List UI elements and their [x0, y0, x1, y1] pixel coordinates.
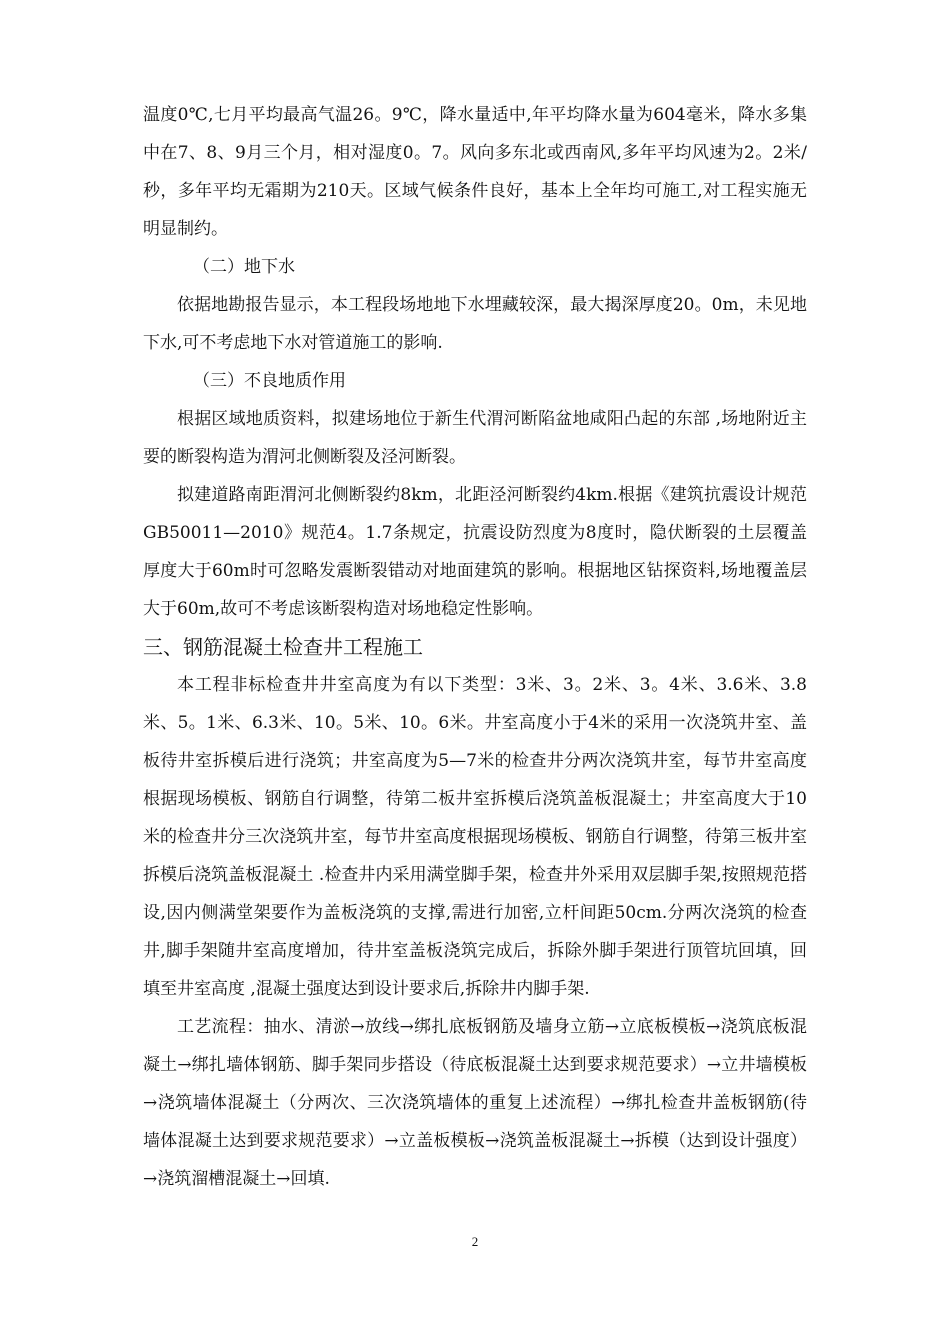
paragraph-fault-analysis: 拟建道路南距渭河北侧断裂约8km，北距泾河断裂约4km.根据《建筑抗震设计规范GB50011—2010》规范4。1.7条规定，抗震设防烈度为8度时，隐伏断裂的土层覆盖厚度大于60m时可忽略发震断裂错动对地面建筑的影响。根据地区钻探资料,场地覆盖层大于60m,故可不考虑该断裂构造对场地稳定性影响。 [143, 485, 807, 619]
section-heading-inspection-well: 三、钢筋混凝土检查井工程施工 [143, 635, 423, 659]
paragraph-groundwater: 依据地勘报告显示，本工程段场地地下水埋藏较深，最大揭深厚度20。0m，未见地下水,可不考虑地下水对管道施工的影响. [143, 295, 807, 353]
page-body [143, 96, 807, 1198]
paragraph-climate: 温度0℃,七月平均最高气温26。9℃，降水量适中,年平均降水量为604毫米，降水多集中在7、8、9月三个月，相对湿度0。7。风向多东北或西南风,多年平均风速为2。2米/秒，多年平均无霜期为210天。区域气候条件良好，基本上全年均可施工,对工程实施无明显制约。 [143, 105, 807, 239]
subheading-adverse-geology: （三）不良地质作用 [193, 371, 346, 391]
paragraph-process-flow: 工艺流程：抽水、清淤→放线→绑扎底板钢筋及墙身立筋→立底板模板→浇筑底板混凝土→绑扎墙体钢筋、脚手架同步搭设（待底板混凝土达到要求规范要求）→立井墙模板→浇筑墙体混凝土（分两次、三次浇筑墙体的重复上述流程）→绑扎检查井盖板钢筋(待墙体混凝土达到要求规范要求）→立盖板模板→浇筑盖板混凝土→拆模（达到设计强度）→浇筑溜槽混凝土→回填. [143, 1017, 807, 1189]
page-number: 2 [471, 1234, 479, 1249]
paragraph-regional-geology: 根据区域地质资料，拟建场地位于新生代渭河断陷盆地咸阳凸起的东部 ,场地附近主要的断裂构造为渭河北侧断裂及泾河断裂。 [143, 409, 807, 467]
paragraph-well-construction: 本工程非标检查井井室高度为有以下类型：3米、3。2米、3。4米、3.6米、3.8米、5。1米、6.3米、10。5米、10。6米。井室高度小于4米的采用一次浇筑井室、盖板待井室拆模后进行浇筑；井室高度为5—7米的检查井分两次浇筑井室，每节井室高度根据现场模板、钢筋自行调整，待第二板井室拆模后浇筑盖板混凝土；井室高度大于10米的检查井分三次浇筑井室，每节井室高度根据现场模板、钢筋自行调整，待第三板井室拆模后浇筑盖板混凝土 .检查井内采用满堂脚手架，检查井外采用双层脚手架,按照规范搭设,因内侧满堂架要作为盖板浇筑的支撑,需进行加密,立杆间距50cm.分两次浇筑的检查井,脚手架随井室高度增加，待井室盖板浇筑完成后，拆除外脚手架进行顶管坑回填，回填至井室高度 ,混凝土强度达到设计要求后,拆除井内脚手架. [143, 675, 807, 999]
subheading-groundwater: （二）地下水 [193, 257, 295, 277]
